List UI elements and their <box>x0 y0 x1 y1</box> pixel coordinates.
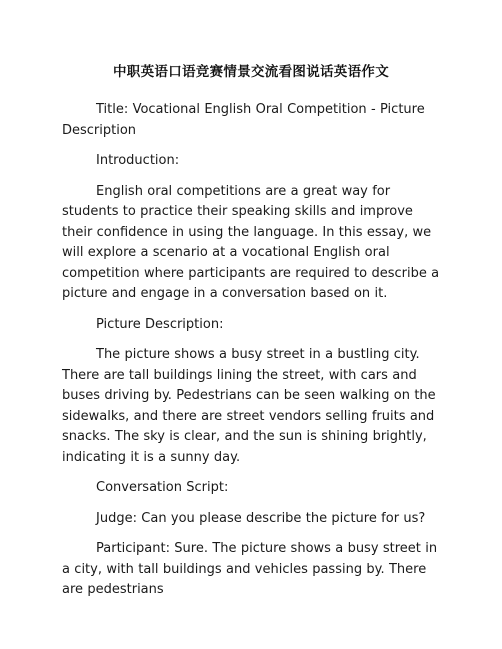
judge-line: Judge: Can you please describe the picture for us? <box>96 510 426 526</box>
section-heading-conversation-script: Conversation Script: <box>96 480 229 495</box>
section-heading-picture-description: Picture Description: <box>96 316 224 332</box>
section-heading-introduction: Introduction: <box>96 153 180 168</box>
title-line: Title: Vocational English Oral Competition - Picture Description <box>62 102 425 138</box>
participant-line: Participant: Sure. The picture shows a busy street in a city, with tall buildings and vehicles passing by. There are pedestrians <box>62 541 438 597</box>
document-title: 中职英语口语竞赛情景交流看图说话英语作文 <box>113 64 389 80</box>
picture-description-paragraph: The picture shows a busy street in a bustling city. There are tall buildings lining the street, with cars and buses driving by. Pedestrians can be seen walking on the sidewalks, and there are street vendors selling fruits and snacks. The sky is clear, and the sun is shining brightly, indicating it is a sunny day. <box>62 347 436 465</box>
introduction-paragraph: English oral competitions are a great way for students to practice their speaking skills and improve their confidence in using the language. In this essay, we will explore a scenario at a vocational English oral competition where participants are required to describe a picture and engage in a conversation based on it. <box>62 183 440 301</box>
